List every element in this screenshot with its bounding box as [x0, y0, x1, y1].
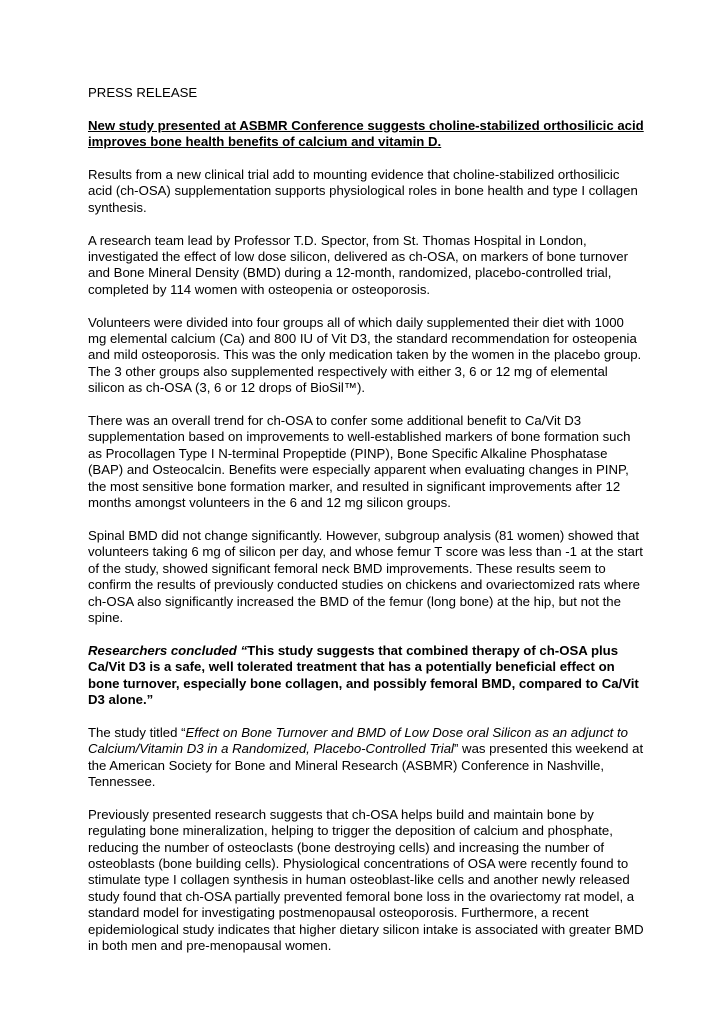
paragraph-intro: Results from a new clinical trial add to mounting evidence that choline-stabilized orthosilicic acid (ch-OSA) supplementation supports physiological roles in bone health and type I collagen synthesis.	[88, 167, 638, 215]
study-title-post: ” was presented this weekend at the American Society for Bone and Mineral Research (ASBMR) Conference in Nashville, Tennessee.	[88, 741, 644, 789]
document-page	[88, 85, 644, 971]
conclusion-quote: This study suggests that combined therapy of ch-OSA plus Ca/Vit D3 is a safe, well tolerated treatment that has a potentially beneficial effect on bone turnover, especially bone collagen, and possibly femoral BMD, compared to Ca/Vit D3 alone.”	[88, 642, 639, 707]
paragraph-conclusion	[88, 643, 644, 709]
study-title-pre: The study titled “	[88, 724, 186, 740]
paragraph-research-team: A research team lead by Professor T.D. Spector, from St. Thomas Hospital in London, investigated the effect of low dose silicon, delivered as ch-OSA, on markers of bone turnover and Bone Mineral Density (BMD) during a 12-month, randomized, placebo-controlled trial, completed by 114 women with osteopenia or osteoporosis.	[88, 232, 628, 297]
headline: New study presented at ASBMR Conference suggests choline-stabilized orthosilicic acid improves bone health benefits of calcium and vitamin D.	[88, 117, 644, 150]
press-release-label: PRESS RELEASE	[88, 85, 198, 100]
study-title: Effect on Bone Turnover and BMD of Low Dose oral Silicon as an adjunct to Calcium/Vitamin D3 in a Randomized, Placebo-Controlled Trial	[88, 724, 628, 757]
paragraph-volunteers: Volunteers were divided into four groups all of which daily supplemented their diet with 1000 mg elemental calcium (Ca) and 800 IU of Vit D3, the standard recommendation for osteopenia and mild osteoporosis. This was the only medication taken by the women in the placebo group. The 3 other groups also supplemented respectively with either 3, 6 or 12 mg of elemental silicon as ch-OSA (3, 6 or 12 drops of BioSil™).	[88, 314, 642, 396]
paragraph-spinal-bmd: Spinal BMD did not change significantly. However, subgroup analysis (81 women) showed that volunteers taking 6 mg of silicon per day, and whose femur T score was less than -1 at the start of the study, showed significant femoral neck BMD improvements. These results seem to confirm the results of previously conducted studies on chickens and ovariectomized rats where ch-OSA also significantly increased the BMD of the femur (long bone) at the hip, but not the spine.	[88, 527, 643, 625]
paragraph-previous-research: Previously presented research suggests that ch-OSA helps build and maintain bone by regulating bone mineralization, helping to trigger the deposition of calcium and phosphate, reducing the number of osteoclasts (bone destroying cells) and increasing the number of osteoblasts (bone building cells). Physiological concentrations of OSA were recently found to stimulate type I collagen synthesis in human osteoblast-like cells and another newly released study found that ch-OSA partially prevented femoral bone loss in the ovariectomy rat model, a standard model for investigating postmenopausal osteoporosis. Furthermore, a recent epidemiological study indicates that higher dietary silicon intake is associated with greater BMD in both men and pre-menopausal women.	[88, 806, 644, 953]
conclusion-lead: Researchers concluded “	[88, 642, 248, 658]
paragraph-results: There was an overall trend for ch-OSA to confer some additional benefit to Ca/Vit D3 supplementation based on improvements to well-established markers of bone formation such as Procollagen Type I N-terminal Propeptide (PINP), Bone Specific Alkaline Phosphatase (BAP) and Osteocalcin. Benefits were especially apparent when evaluating changes in PINP, the most sensitive bone formation marker, and resulted in significant improvements after 12 months amongst volunteers in the 6 and 12 mg silicon groups.	[88, 413, 631, 511]
paragraph-study-title	[88, 725, 644, 791]
